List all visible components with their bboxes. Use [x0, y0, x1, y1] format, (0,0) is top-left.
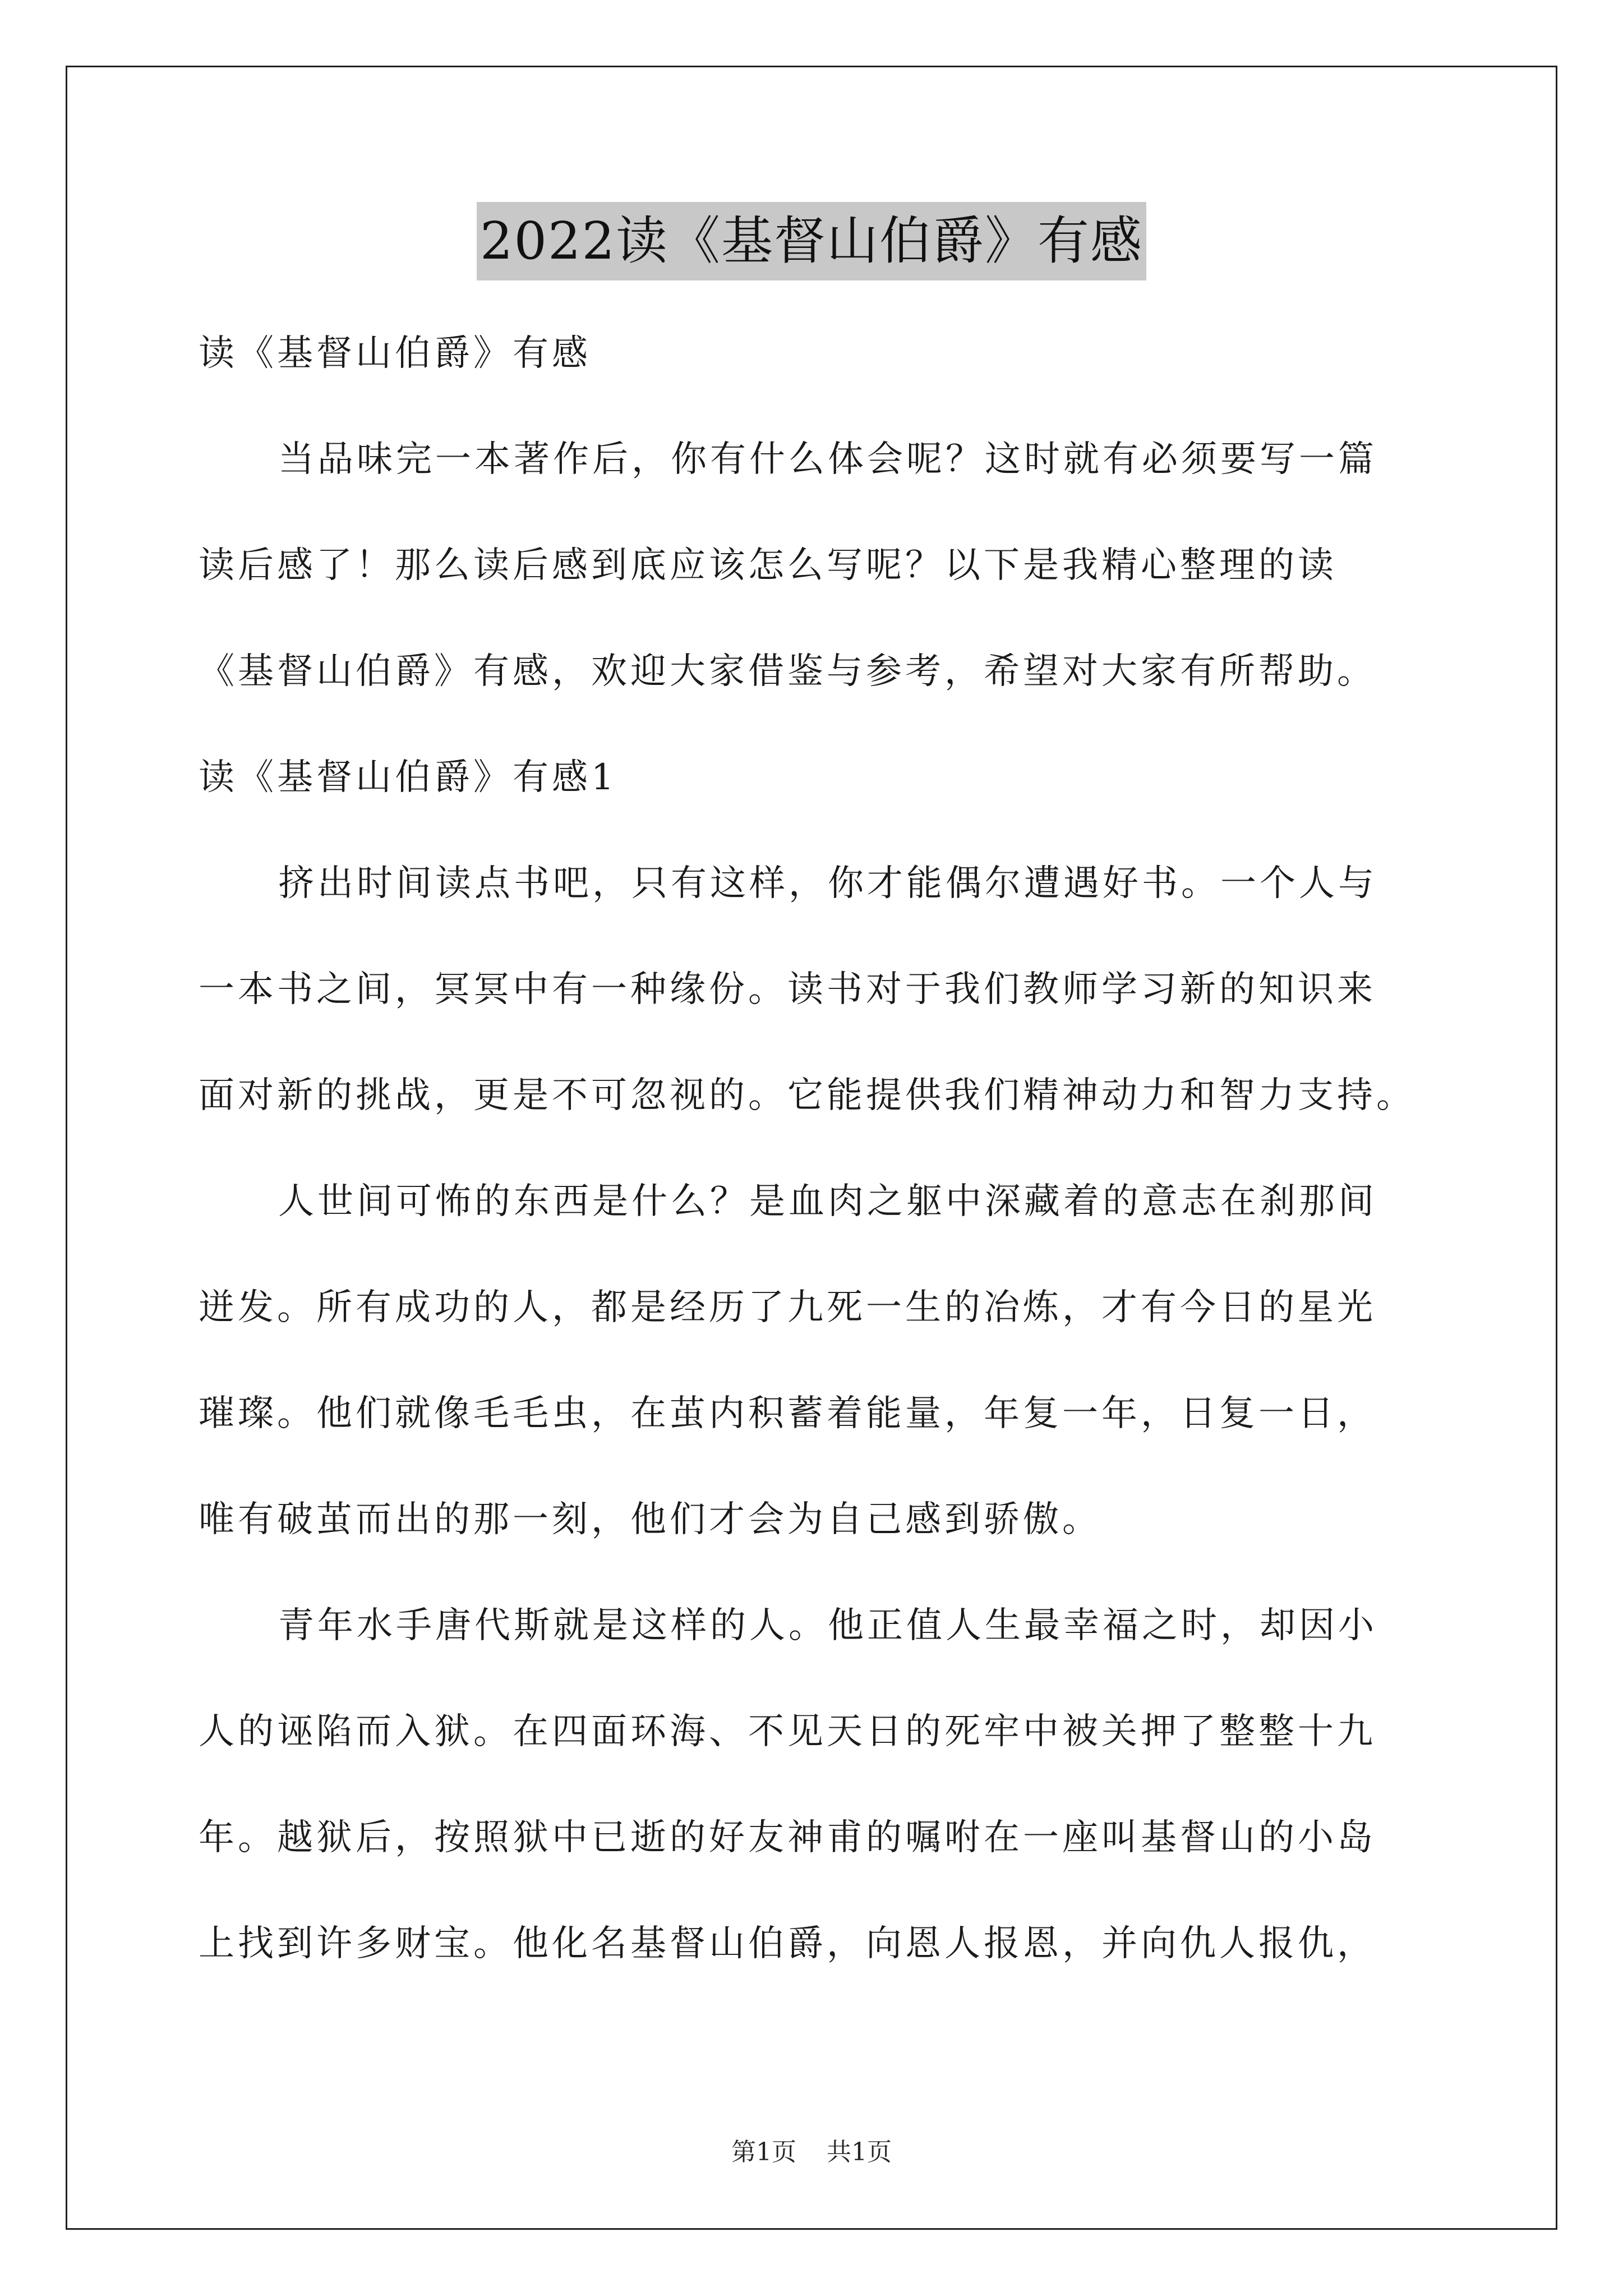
- page-footer: [0, 2132, 1623, 2168]
- body-line: 挤出时间读点书吧，只有这样，你才能偶尔遭遇好书。一个人与: [278, 863, 1377, 904]
- title-container: [0, 202, 1623, 280]
- body-line: 青年水手唐代斯就是这样的人。他正值人生最幸福之时，却因小: [278, 1605, 1377, 1646]
- body-line: 《基督山伯爵》有感，欢迎大家借鉴与参考，希望对大家有所帮助。: [199, 651, 1376, 692]
- body-line: 读后感了！那么读后感到底应该怎么写呢？以下是我精心整理的读: [199, 545, 1337, 586]
- body-line: 人的诬陷而入狱。在四面环海、不见天日的死牢中被关押了整整十九: [199, 1711, 1376, 1752]
- body-line: 一本书之间，冥冥中有一种缘份。读书对于我们教师学习新的知识来: [199, 969, 1376, 1010]
- body-line: 年。越狱后，按照狱中已逝的好友神甫的嘱咐在一座叫基督山的小岛: [199, 1817, 1376, 1858]
- body-line: 人世间可怖的东西是什么？是血肉之躯中深藏着的意志在刹那间: [278, 1181, 1377, 1222]
- body-line: 面对新的挑战，更是不可忽视的。它能提供我们精神动力和智力支持。: [199, 1075, 1415, 1116]
- body-line: 上找到许多财宝。他化名基督山伯爵，向恩人报恩，并向仇人报仇，: [199, 1923, 1376, 1964]
- page-total: 共1页: [827, 2138, 892, 2166]
- body-line: 璀璨。他们就像毛毛虫，在茧内积蓄着能量，年复一年，日复一日，: [199, 1393, 1376, 1434]
- body-line: 读《基督山伯爵》有感: [199, 333, 591, 374]
- body-line: 当品味完一本著作后，你有什么体会呢？这时就有必须要写一篇: [278, 439, 1377, 480]
- document-title: 2022读《基督山伯爵》有感: [477, 202, 1146, 280]
- document-body: [199, 314, 1427, 2010]
- section-heading: 读《基督山伯爵》有感1: [199, 757, 617, 798]
- body-line: 迸发。所有成功的人，都是经历了九死一生的冶炼，才有今日的星光: [199, 1287, 1376, 1328]
- page-number: 第1页: [731, 2138, 796, 2166]
- body-line: 唯有破茧而出的那一刻，他们才会为自己感到骄傲。: [199, 1499, 1101, 1540]
